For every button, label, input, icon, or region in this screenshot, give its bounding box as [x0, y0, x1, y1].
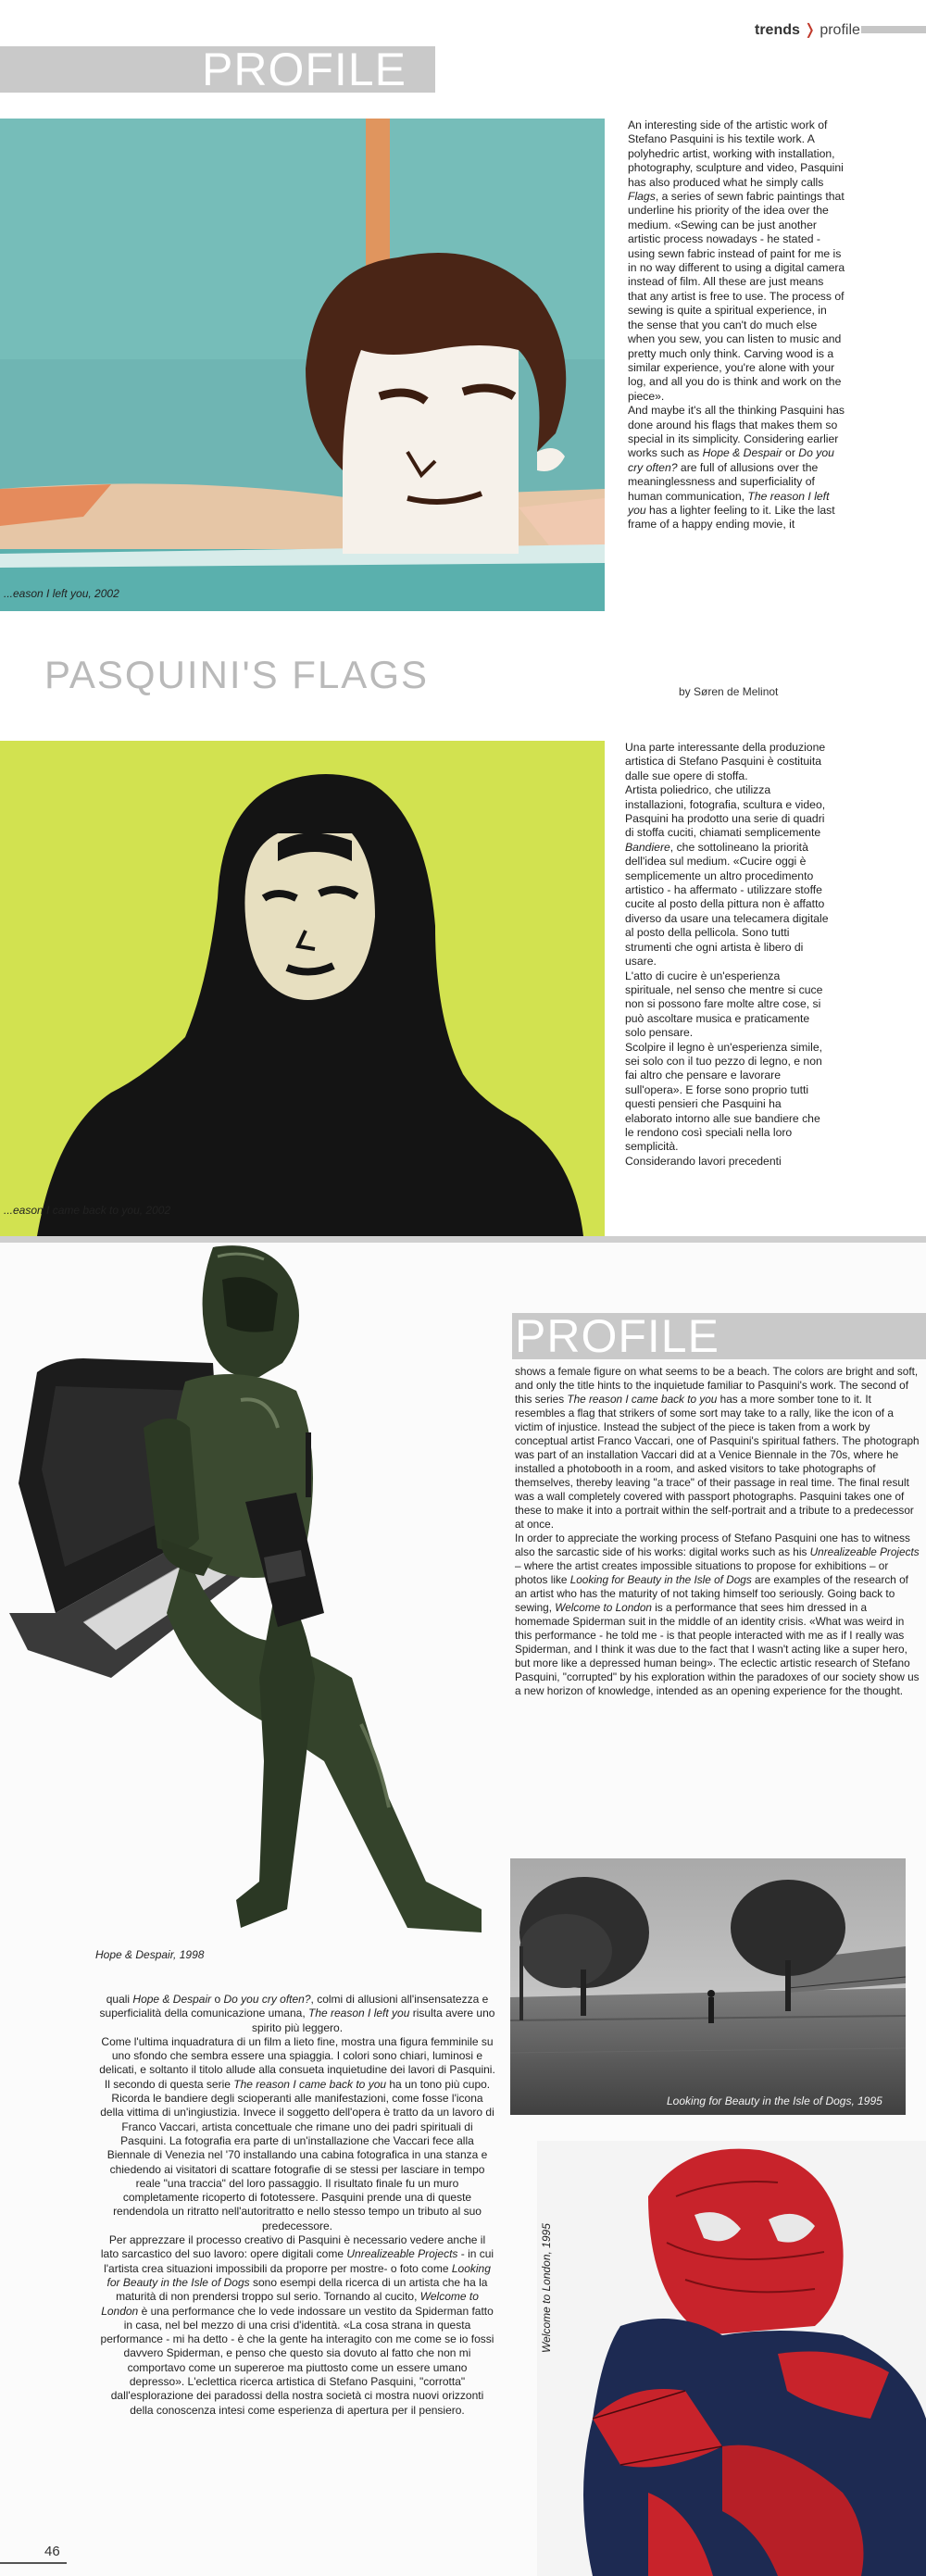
flag-reason-left-image — [0, 119, 605, 611]
header-rule — [861, 26, 926, 33]
italian-column-page2 — [99, 1993, 495, 2418]
italian-paragraph-5: Considerando lavori precedenti — [625, 1154, 782, 1168]
article-byline: by Søren de Melinot — [679, 685, 779, 698]
english-paragraph-4: In order to appreciate the working process of Stefano Pasquini one has to witness also the sarcastic side of his works: digital works such as his Unrealizeable Projects – where the artist creates impossible situations to propose for exhibitions – or photos like Looking for Beauty in the Isle of Dogs are examples of the research of an artist who has the maturity of not taking himself too seriously. Going back to sewing, Welcome to London is a performance that sees him dressed in a homemade Spiderman suit in the middle of an identity crisis. «What was weird in this performance - he told me - is that people interacted with me as if I really was Spiderman, and I think it was due to the fact that I wasn't acting like a super hero, but more like a depressed human being». The eclectic artistic research of Stefano Pasquini, "corrupted" by his exploration within the paradoxes of our society show us a new horizon of knowledge, intended as an opening experience for the thought. — [515, 1532, 920, 1697]
section-breadcrumb — [755, 20, 860, 39]
chevron-right-icon: ❭ — [803, 22, 817, 38]
caption-reason-left: ...eason I left you, 2002 — [4, 587, 119, 600]
english-column-page2 — [515, 1365, 922, 1698]
article-title: PASQUINI'S FLAGS — [44, 653, 430, 696]
caption-hope-despair: Hope & Despair, 1998 — [95, 1948, 205, 1961]
caption-isle-of-dogs: Looking for Beauty in the Isle of Dogs, 1995 — [667, 2095, 882, 2107]
italian-paragraph-1: Una parte interessante della produzione artistica di Stefano Pasquini è costituita dalle sue opere di stoffa. — [625, 741, 826, 782]
subsection-label: profile — [820, 22, 860, 38]
flag-reason-came-back-image — [0, 741, 605, 1236]
italian-paragraph-4: Scolpire il legno è un'esperienza simile, sei solo con il tuo pezzo di legno, e non fai altro che pensare e lavorare sull'opera». E forse sono proprio tutti questi pensieri che Pasquini ha elaborato intorno alle sue bandiere che le rendono così speciali nella loro semplicità. — [625, 1040, 823, 1154]
italian-column-page1 — [625, 741, 831, 1169]
profile-banner-word-page2: PROFILE — [515, 1310, 720, 1362]
magazine-page-top — [0, 0, 926, 1236]
english-paragraph-1: An interesting side of the artistic work of Stefano Pasquini is his textile work. A polyhedric artist, working with installation, photography, sculpture and video, Pasquini has also produced what he simply calls Flags, a series of sewn fabric paintings that underline his priority of the idea over the medium. «Sewing can be just another artistic process nowadays - he stated - using sewn fabric instead of paint for me is in no way different to using a digital camera instead of film. All these are just means that any artist is free to use. The process of sewing is quite a spiritual experience, in the sense that you can't do much else when you sew, you can listen to music and pretty much only think. Carving wood is a similar experience, you're alone with your log, and all you do is think and work on the piece». — [628, 119, 845, 403]
english-paragraph-3: shows a female figure on what seems to be a beach. The colors are bright and soft, and only the title hints to the inquietude familiar to Pasquini's work. The second of this series The reason I came back to you has a more somber tone to it. It resembles a flag that strikers of some sort may take to a rally, like the icon of a victim of injustice. Instead the subject of the piece is taken from a work by conceptual artist Franco Vaccari, one of Pasquini's spiritual fathers. The photograph was part of an installation Vaccari did at a Venice Biennale in the 70s, where he installed a photobooth in a room, and asked visitors to take photographs of themselves, thereby leaving "a trace" of their passage in real time. The final result was a wall completely covered with passport photographs. Pasquini takes one of these to make it into a portrait within the self-portrait and a tribute to a predecessor at once. — [515, 1365, 920, 1531]
profile-banner-word: PROFILE — [202, 44, 407, 95]
english-paragraph-2: And maybe it's all the thinking Pasquini has done around his flags that makes them so special in its simplicity. Considering earlier works such as Hope & Despair or Do you cry often? are full of allusions over the meaninglessness and superficiality of human communication, The reason I left you has a lighter feeling to it. Like the last frame of a happy ending movie, it — [628, 404, 845, 531]
caption-welcome-to-london: Welcome to London, 1995 — [540, 2223, 553, 2353]
italian-paragraph-7: Come l'ultima inquadratura di un film a lieto fine, mostra una figura femminile su uno sfondo che sembra essere una spiaggia. I colori sono chiari, luminosi e delicati, e soltanto il titolo allude alla consueta inquietudine dei lavori di Pasquini. Il secondo di questa serie The reason I came back to you ha un tono più cupo. Ricorda le bandiere degli scioperanti alle manifestazioni, come fosse l'icona della vittima di un'ingiustizia. Invece il soggetto dell'opera è tratto da un lavoro di Franco Vaccari, artista concettuale che rimane uno dei padri spirituali di Pasquini. La fotografia era parte di un'installazione che Vaccari fece alla Biennale di Venezia nel '70 installando una cabina fotografica in una stanza e chiedendo ai visitatori di scattare fotografie di se stessi per lasciare in tempo reale "una traccia" del loro passaggio. Il risultato finale fu un muro completamente ricoperto di fototessere. Pasquini prende una di queste rendendola un ritratto nell'autoritratto e nello stesso tempo un tributo al suo predecessore. — [99, 2034, 495, 2232]
magazine-page-bottom — [0, 1243, 926, 2576]
italian-paragraph-2: Artista poliedrico, che utilizza installazioni, fotografia, scultura e video, Pasquini ha prodotto una serie di quadri di stoffa cuciti, chiamati semplicemente Bandiere, che sottolineano la priorità dell'idea sul medium. «Cucire oggi è semplicemente un altro procedimento artistico - ha affermato - utilizzare stoffe cucite al posto della pittura non è affatto diverso da usare una telecamera digitale al posto della pellicola. Sono tutti strumenti che ogni artista è libero di usare. — [625, 783, 829, 969]
caption-reason-came-back: ...eason I came back to you, 2002 — [4, 1204, 171, 1217]
page-number: 46 — [44, 2544, 60, 2559]
english-column-page1 — [628, 119, 845, 532]
hope-despair-image — [0, 1243, 505, 1946]
page-separator — [0, 1236, 926, 1243]
page-number-rule — [0, 2562, 67, 2564]
section-label: trends — [755, 22, 800, 38]
italian-paragraph-8: Per apprezzare il processo creativo di Pasquini è necessario vedere anche il lato sarcastico del suo lavoro: opere digitali come Unrealizeable Projects - in cui l'artista crea situazioni impossibili da proporre per mostre- o foto come Looking for Beauty in the Isle of Dogs sono esempi della ricerca di un artista che ha la maturità di non prendersi troppo sul serio. Tornando al cucito, Welcome to London è una performance che lo vede indossare un vestito da Spiderman fatto in casa, nel bel mezzo di una crisi d'identità. «La cosa strana in questa performance - mi ha detto - è che la gente ha interagito con me come se io fossi davvero Spiderman, e penso che questo sia dovuto al fatto che non mi comportavo come un supereroe ma piuttosto come un essere umano depresso». L'eclettica ricerca artistica di Stefano Pasquini, "corrotta" dall'esplorazione dei paradossi della nostra società ci mostra nuovi orizzonti della conoscenza intesi come esperienza di apertura per il pensiero. — [100, 2233, 494, 2417]
welcome-to-london-photo — [537, 2141, 926, 2576]
italian-paragraph-3: L'atto di cucire è un'esperienza spirituale, nel senso che mentre si cuce non si possono fare molte altre cose, si può ascoltare musica e praticamente solo pensare. — [625, 969, 823, 1040]
isle-of-dogs-photo — [510, 1858, 906, 2115]
italian-paragraph-6: quali Hope & Despair o Do you cry often?, colmi di allusioni all'insensatezza e superficialità della comunicazione umana, The reason I left you risulta avere uno spirito più leggero. — [99, 1993, 495, 2034]
